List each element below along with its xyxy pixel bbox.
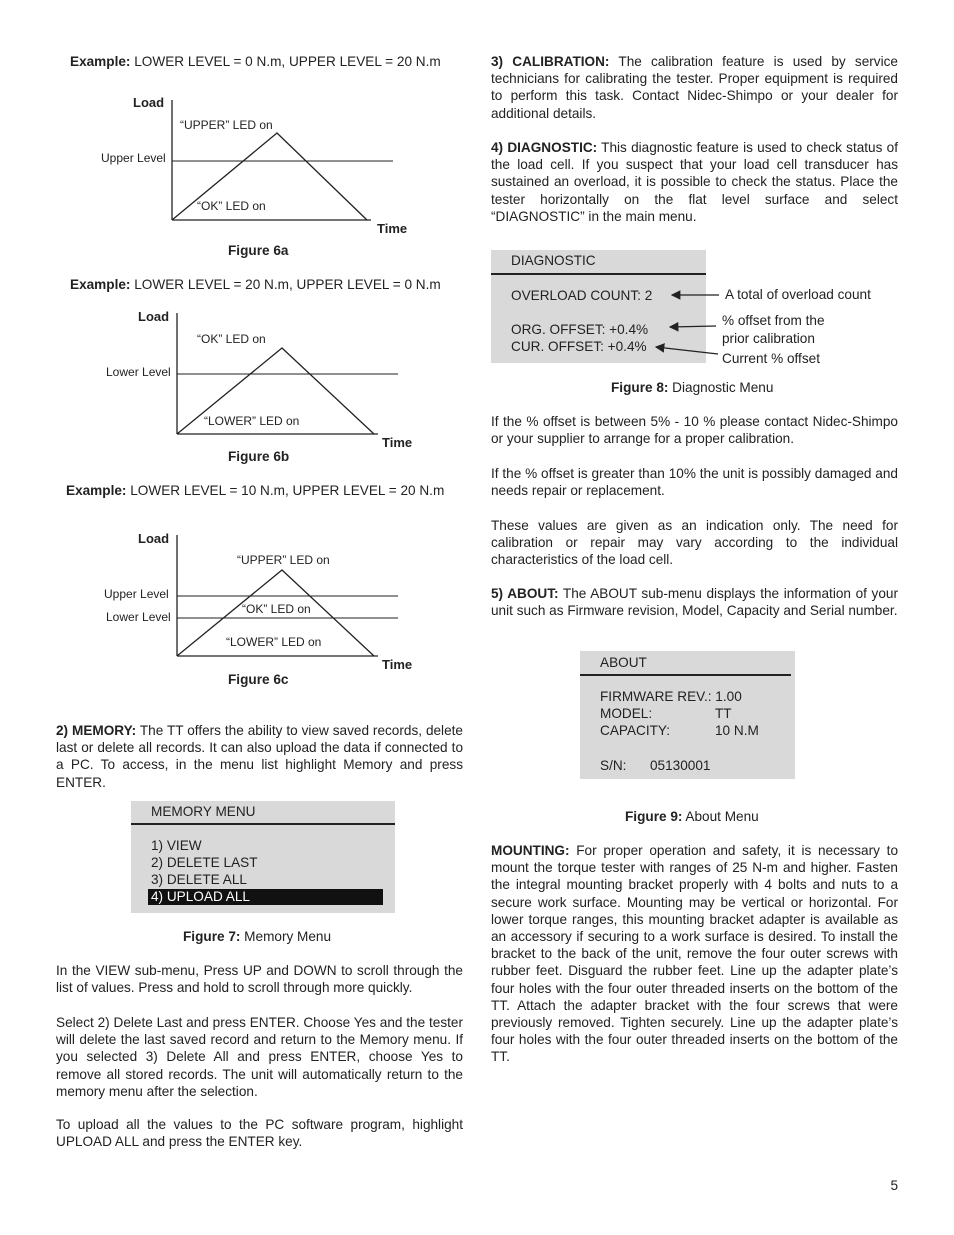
about-heading: 5) ABOUT:: [491, 586, 559, 601]
lower-led-label: “LOWER” LED on: [226, 635, 322, 649]
mounting-text: For proper operation and safety, it is necessary to mount the torque tester with ranges of 25 N-m and higher. Fasten the integral mounting bracket properly with 4 bolts and nuts to a secure work surface. Mounting may be vertical or horizontal. For lower torque ranges, this mounting bracket adapter is available as an accessory if securing to a work surface is desired. To install the bracket to the back of the unit, remove the four outer screws with rubber feet. Disguard the rubber feet. Line up the adapter plate’s four holes with the four outer threaded inserts on the bottom of the TT. Attach the adapter bracket with the four screws that were previously removed. Tighten securely. Line up the adapter plate’s four holes with the four outer threaded inserts on the bottom of the TT.: [491, 843, 898, 1065]
time-axis-label: Time: [382, 657, 413, 672]
cur-offset: CUR. OFFSET: +0.4%: [511, 339, 647, 354]
note-overload: A total of overload count: [725, 287, 871, 302]
diagnostic-text: This diagnostic feature is used to check status of the load cell. If you suspect that your load cell transducer has sustained an overload, it is possible to check the status. Place the tester horizontally on the flat level surface and select “DIAGNOSTIC” in the main menu.: [491, 140, 898, 224]
menu-item-upload-all[interactable]: 4) UPLOAD ALL: [148, 889, 383, 905]
arrow-cur-offset: [656, 347, 718, 354]
lower-led-label: “LOWER” LED on: [204, 414, 300, 428]
figure-6a-caption: Figure 6a: [228, 243, 289, 258]
note-org-offset-line2: prior calibration: [722, 331, 815, 346]
model-label: MODEL:: [600, 706, 653, 721]
memory-menu-title: MEMORY MENU: [151, 804, 256, 819]
figure-9-text: About Menu: [682, 809, 759, 824]
memory-heading: 2) MEMORY:: [56, 723, 137, 738]
menu-item-delete-last[interactable]: 2) DELETE LAST: [151, 855, 258, 870]
example-label: Example:: [70, 54, 131, 69]
figure-7-caption: [183, 928, 331, 945]
org-offset: ORG. OFFSET: +0.4%: [511, 322, 649, 337]
upper-level-label: Upper Level: [104, 587, 169, 601]
figure-9-caption: [625, 808, 759, 825]
upper-led-label: “UPPER” LED on: [180, 118, 273, 132]
about-text: The ABOUT sub-menu displays the information of your unit such as Firmware revision, Model, Capacity and Serial number.: [491, 586, 898, 619]
time-axis-label: Time: [377, 221, 408, 236]
load-axis-label: Load: [133, 95, 165, 110]
upper-led-label: “UPPER” LED on: [237, 553, 330, 567]
about-menu-title: ABOUT: [600, 655, 647, 670]
model-value: TT: [715, 706, 732, 721]
example-label: Example:: [66, 483, 127, 498]
example-label: Example:: [70, 277, 131, 292]
upload-paragraph: To upload all the values to the PC software program, highlight UPLOAD ALL and press the ENTER key.: [56, 1117, 463, 1150]
example-6c: [66, 482, 444, 499]
memory-menu-screen: [131, 801, 395, 913]
menu-item-delete-all[interactable]: 3) DELETE ALL: [151, 872, 247, 887]
example-6b: [70, 276, 441, 293]
note-cur-offset: Current % offset: [722, 351, 820, 366]
figure-8-label: Figure 8:: [611, 380, 669, 395]
calibration-heading: 3) CALIBRATION:: [491, 54, 610, 69]
figure-9-label: Figure 9:: [625, 809, 683, 824]
load-axis-label: Load: [138, 531, 170, 546]
diagnostic-menu-title: DIAGNOSTIC: [511, 253, 596, 268]
memory-text: The TT offers the ability to view saved records, delete last or delete all records. It can also upload the data if connected to a PC. To access, in the menu list highlight Memory and press ENTER.: [56, 723, 463, 790]
figure-6b-diagram: [100, 305, 430, 455]
figure-6c-diagram: [100, 527, 430, 677]
ok-led-label: “OK” LED on: [197, 332, 266, 346]
overload-count: OVERLOAD COUNT: 2: [511, 288, 653, 303]
figure-7-text: Memory Menu: [240, 929, 332, 944]
firmware-rev: FIRMWARE REV.: 1.00: [600, 689, 742, 704]
lower-level-label: Lower Level: [106, 610, 171, 624]
figure-7-label: Figure 7:: [183, 929, 241, 944]
values-paragraph: These values are given as an indication only. The need for calibration or repair may vary according to the individual characteristics of the load cell.: [491, 518, 898, 568]
diagnostic-callout-arrows: [650, 280, 730, 360]
menu-item-view[interactable]: 1) VIEW: [151, 838, 202, 853]
about-paragraph: [491, 585, 898, 619]
diagnostic-heading: 4) DIAGNOSTIC:: [491, 140, 598, 155]
menu-divider: [491, 273, 706, 275]
lower-level-label: Lower Level: [106, 365, 171, 379]
menu-divider: [580, 674, 791, 676]
mounting-paragraph: [491, 842, 898, 1066]
figure-6c-caption: Figure 6c: [228, 672, 289, 687]
figure-6b-caption: Figure 6b: [228, 449, 290, 464]
view-paragraph: In the VIEW sub-menu, Press UP and DOWN to scroll through the list of values. Press and hold to scroll through more quickly.: [56, 963, 463, 996]
arrow-org-offset: [670, 326, 716, 327]
figure-8-caption: [611, 379, 773, 396]
capacity-label: CAPACITY:: [600, 723, 670, 738]
page-number: 5: [890, 1178, 898, 1193]
memory-paragraph: [56, 722, 463, 791]
figure-6a-diagram: [95, 92, 425, 242]
calibration-text: The calibration feature is used by service technicians for calibrating the tester. Proper equipment is required to perform this task. Contact Nidec-Shimpo or your dealer for additional details.: [491, 54, 898, 121]
example-6a: [70, 53, 441, 70]
example-text: LOWER LEVEL = 20 N.m, UPPER LEVEL = 0 N.m: [130, 277, 441, 292]
load-axis-label: Load: [138, 309, 170, 324]
time-axis-label: Time: [382, 435, 413, 450]
example-text: LOWER LEVEL = 0 N.m, UPPER LEVEL = 20 N.m: [130, 54, 441, 69]
note-org-offset-line1: % offset from the: [722, 313, 825, 328]
serial-value: 05130001: [650, 758, 711, 773]
example-text: LOWER LEVEL = 10 N.m, UPPER LEVEL = 20 N.m: [126, 483, 445, 498]
about-menu-screen: [580, 651, 795, 779]
serial-label: S/N:: [600, 758, 627, 773]
ok-led-label: “OK” LED on: [197, 199, 266, 213]
ok-led-label: “OK” LED on: [242, 602, 311, 616]
capacity-value: 10 N.M: [715, 723, 759, 738]
offset-paragraph-1: If the % offset is between 5% - 10 % please contact Nidec-Shimpo or your supplier to arrange for a proper calibration.: [491, 414, 898, 447]
offset-paragraph-2: If the % offset is greater than 10% the unit is possibly damaged and needs repair or replacement.: [491, 466, 898, 499]
upper-level-label: Upper Level: [101, 151, 166, 165]
menu-divider: [131, 823, 395, 825]
diagnostic-paragraph: [491, 139, 898, 225]
calibration-paragraph: [491, 53, 898, 122]
mounting-heading: MOUNTING:: [491, 843, 570, 858]
figure-8-text: Diagnostic Menu: [668, 380, 774, 395]
delete-paragraph: Select 2) Delete Last and press ENTER. Choose Yes and the tester will delete the last saved record and return to the Memory menu. If you selected 3) Delete All and press ENTER, choose Yes to remove all stored records. The unit will automatically return to the memory menu after the selection.: [56, 1015, 463, 1099]
